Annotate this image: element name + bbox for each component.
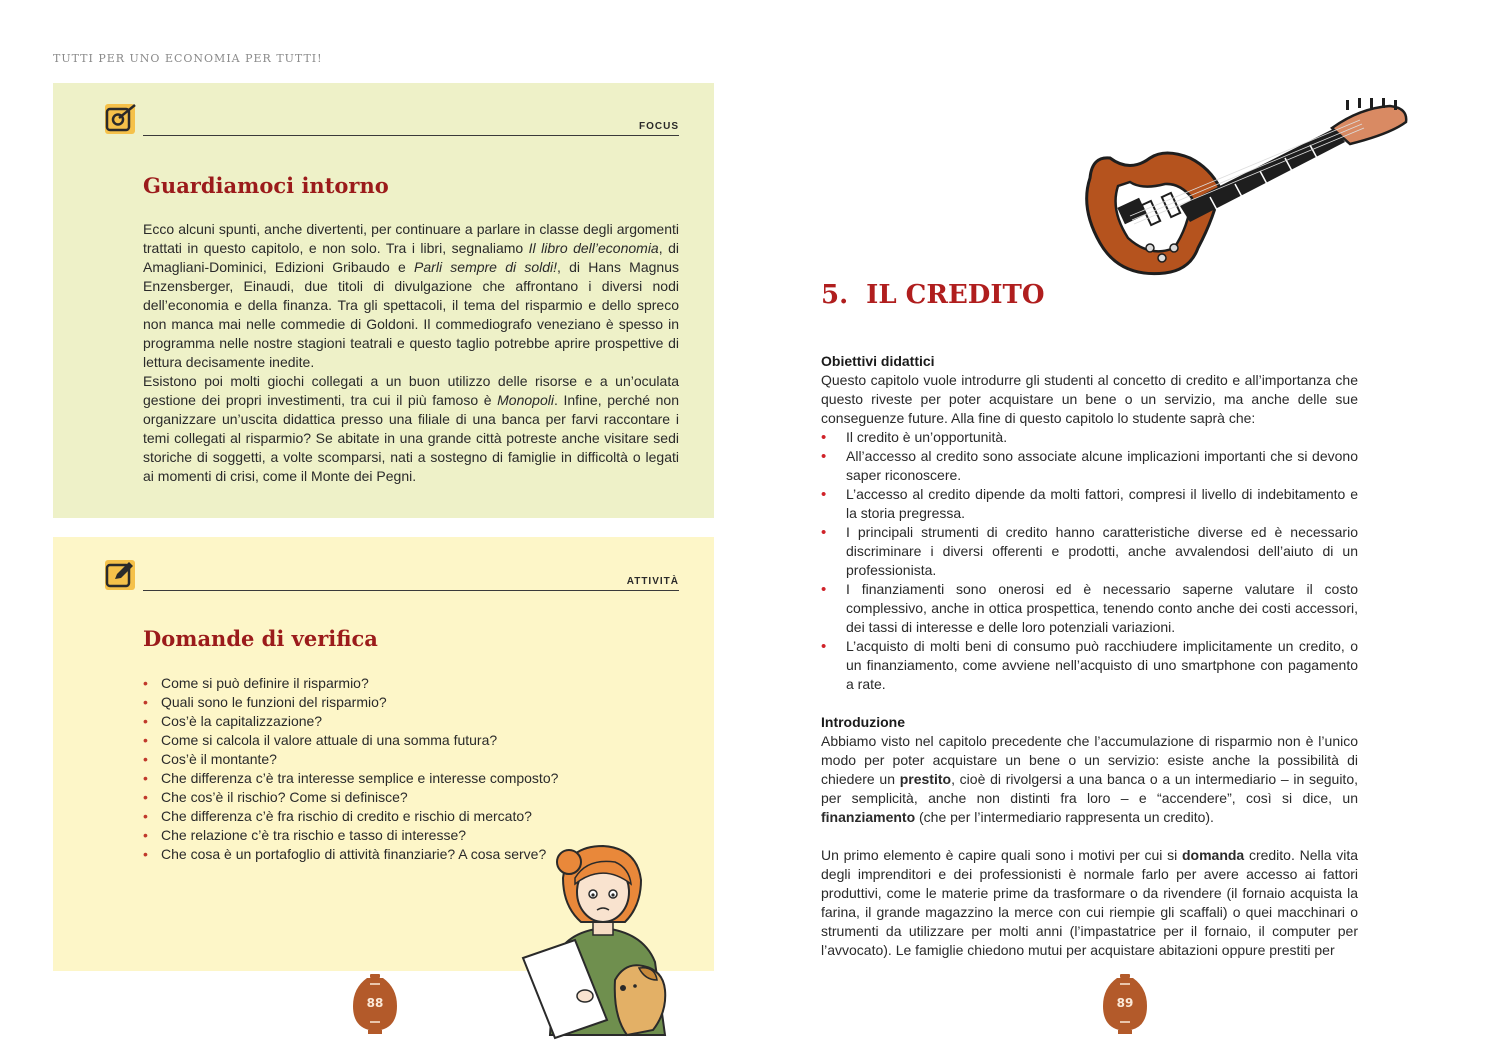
objective-item: • L’accesso al credito dipende da molti fattori, compresi il livello di indebitamento e la storia pregressa.	[821, 485, 1358, 523]
objective-item: • Il credito è un’opportunità.	[821, 428, 1358, 447]
text-run: (che per l’intermediario rappresenta un credito).	[915, 809, 1214, 825]
objective-item: • I principali strumenti di credito hanno caratteristiche diverse ed è necessario discriminare i diversi offerenti e prodotti, anche avvalendosi dell’aiuto di un professionista.	[821, 523, 1358, 580]
bold-text: finanziamento	[821, 809, 916, 825]
objectives-heading: Obiettivi didattici	[821, 353, 935, 369]
paragraph	[143, 372, 679, 486]
question-list	[143, 674, 613, 864]
page-number-left-label: 88	[366, 996, 384, 1010]
text-run: Un primo elemento è capire quali sono i motivi per cui si	[821, 847, 1182, 863]
italic-text: Parli sempre di soldi!	[414, 259, 558, 275]
question-item: • Quali sono le funzioni del risparmio?	[143, 693, 613, 712]
page-number-left	[353, 974, 397, 1034]
objective-item: • L’acquisto di molti beni di consumo può racchiudere implicitamente un credito, o un finanziamento, come avviene nell’acquisto di uno smartphone con pagamento a rate.	[821, 637, 1358, 694]
chapter-body	[821, 352, 1358, 960]
running-head: TUTTI PER UNO ECONOMIA PER TUTTI!	[53, 52, 323, 65]
focus-rule	[143, 135, 679, 136]
question-item: • Che differenza c’è tra interesse semplice e interesse composto?	[143, 769, 613, 788]
objectives-intro: Questo capitolo vuole introdurre gli studenti al concetto di credito e all’importanza che questo riveste per poter acquistare un bene o un servizio, ma anche delle sue conseguenze future. Alla fine di questo capitolo lo studente saprà che:	[821, 372, 1358, 426]
paragraph	[143, 220, 679, 372]
girl-reading-with-dog-illustration	[515, 840, 695, 1040]
focus-body	[143, 220, 679, 486]
activity-title: Domande di verifica	[143, 626, 378, 651]
focus-tag: FOCUS	[639, 121, 679, 132]
chapter-heading	[821, 280, 1044, 310]
text-run: . Infine, perché non organizzare un’uscita didattica presso una filiale di una banca per farvi raccontare i temi collegati al risparmio? Se abitate in una grande città potreste anche visitare sedi storiche di soggetti, a volte scomparsi, nati a sostegno di famiglie in difficoltà o legati ai momenti di crisi, come il Monte dei Pegni.	[143, 392, 679, 484]
italic-text: Monopoli	[497, 392, 554, 408]
page-number-right	[1103, 974, 1147, 1034]
objective-item: • I finanziamenti sono onerosi ed è necessario saperne valutare il costo complessivo, anche in ottica prospettica, tenendo conto anche dei costi accessori, dei tassi di interesse e delle loro potenziali variazioni.	[821, 580, 1358, 637]
text-run: , di Amagliani-Dominici, Edizioni Gribaudo e	[143, 240, 679, 275]
focus-title: Guardiamoci intorno	[143, 173, 389, 198]
text-run: , cioè di rivolgersi a una banca o a un intermediario – in seguito, per semplicità, anche non distinti fra loro – e “accendere”, così si dice, un	[821, 771, 1358, 806]
text-run: Esistono poi molti giochi collegati a un buon utilizzo delle risorse e a un’oculata gestione dei propri investimenti, tra cui il più famoso è	[143, 373, 679, 408]
pencil-edit-icon	[105, 560, 135, 590]
chapter-title: IL CREDITO	[866, 280, 1045, 310]
italic-text: Il libro dell’economia	[528, 240, 659, 256]
question-item: • Che cos’è il rischio? Come si definisce?	[143, 788, 613, 807]
text-run: credito. Nella vita degli imprenditori e dei professionisti è normale farlo per avere accesso ai fattori produttivi, come le materie prime da trasformare o da rivendere (il fornaio acquista la farina, il grande magazzino la merce con cui riempie gli scaffali) o quei macchinari o strumenti da utilizzare per molti anni (l’impastatrice per il fornaio, il computer per l’avvocato). Le famiglie chiedono mutui per acquistare abitazioni oppure prestiti per	[821, 847, 1358, 958]
activity-rule	[143, 590, 679, 591]
electric-guitar-illustration	[1070, 98, 1415, 283]
intro-heading: Introduzione	[821, 714, 905, 730]
text-run: Abbiamo visto nel capitolo precedente che l’accumulazione di risparmio non è l’unico modo per poter acquistare un bene o un servizio: esiste anche la possibilità di chiedere un	[821, 733, 1358, 787]
text-run: , di Hans Magnus Enzensberger, Einaudi, due titoli di divulgazione che affrontano i diversi nodi dell’economia e della finanza. Tra gli spettacoli, il tema del risparmio e dello spreco non manca mai nelle commedie di Goldoni. Il commediografo veneziano è spesso in programma nelle nostre stagioni teatrali e questo taglio potrebbe aprire prospettive di lettura decisamente inedite.	[143, 259, 679, 370]
activity-tag: ATTIVITÀ	[626, 576, 679, 587]
question-item: • Che differenza c’è fra rischio di credito e rischio di mercato?	[143, 807, 613, 826]
paragraph	[821, 732, 1358, 827]
paragraph	[821, 846, 1358, 960]
objective-item: • All’accesso al credito sono associate alcune implicazioni importanti che si devono saper riconoscere.	[821, 447, 1358, 485]
page-number-right-label: 89	[1116, 996, 1134, 1010]
text-run: Ecco alcuni spunti, anche divertenti, per continuare a parlare in classe degli argomenti trattati in questo capitolo, e non solo. Tra i libri, segnaliamo	[143, 221, 679, 256]
question-item: • Cos’è la capitalizzazione?	[143, 712, 613, 731]
question-item: • Cos’è il montante?	[143, 750, 613, 769]
chapter-number: 5.	[821, 280, 849, 310]
question-item: • Come si può definire il risparmio?	[143, 674, 613, 693]
question-item: • Che cosa è un portafoglio di attività finanziarie? A cosa serve?	[143, 845, 613, 864]
objectives-list	[821, 428, 1358, 694]
question-item: • Che relazione c’è tra rischio e tasso di interesse?	[143, 826, 613, 845]
bold-text: prestito	[899, 771, 952, 787]
question-item: • Come si calcola il valore attuale di una somma futura?	[143, 731, 613, 750]
bold-text: domanda	[1181, 847, 1245, 863]
intro-body	[821, 732, 1358, 960]
target-check-icon	[105, 104, 135, 134]
